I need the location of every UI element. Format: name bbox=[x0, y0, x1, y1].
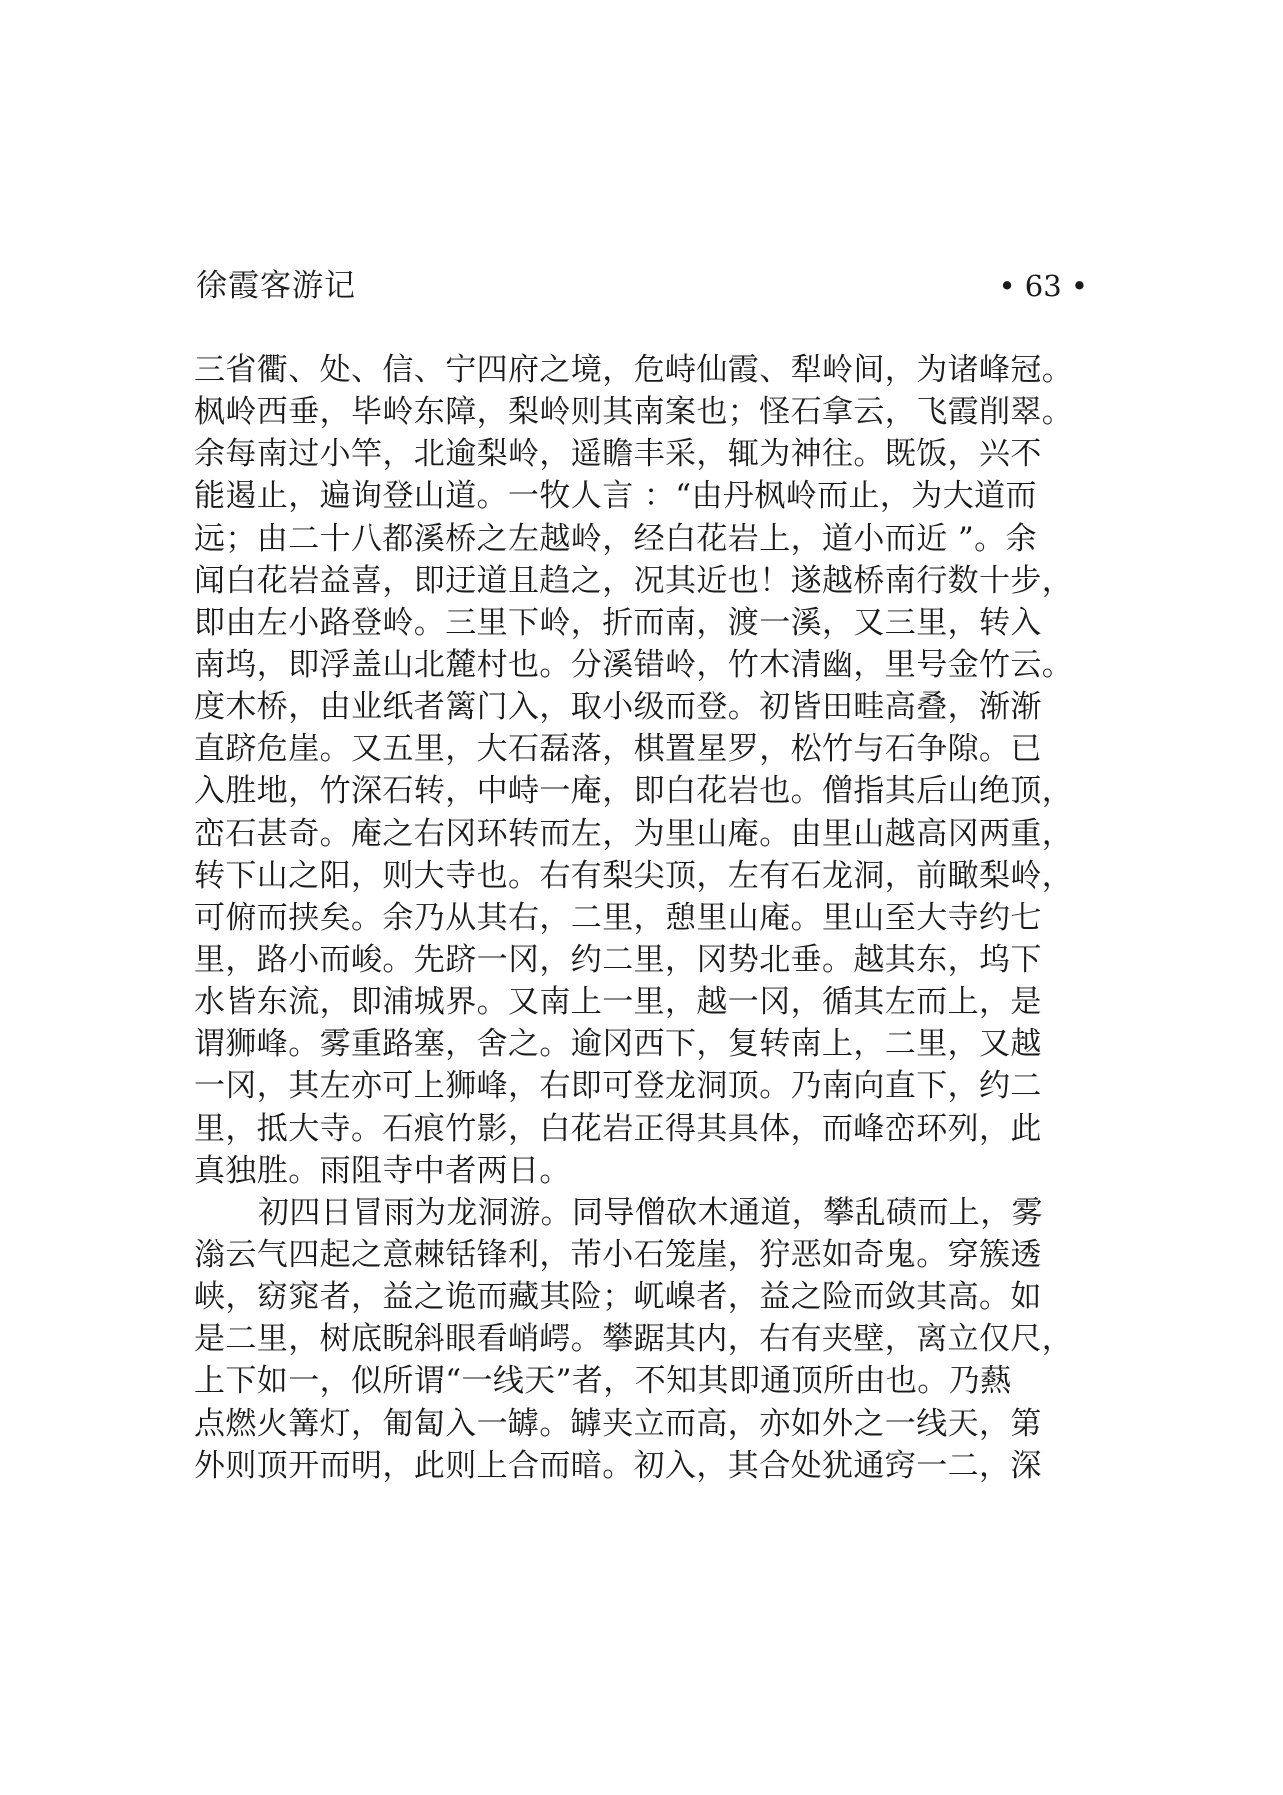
text-line: 余每南过小竿，北逾梨岭，遥瞻丰采，辄为神往。既饭，兴不 bbox=[194, 436, 1042, 473]
text-line: 谓狮峰。雾重路塞，舍之。逾冈西下，复转南上，二里，又越 bbox=[194, 1026, 1042, 1063]
page-header bbox=[196, 266, 1088, 306]
text-line: 峡，窈窕者，益之诡而藏其险；屼嵲者，益之险而敛其高。如 bbox=[194, 1279, 1042, 1316]
text-line: 远；由二十八都溪桥之左越岭，经白花岩上，道小而近 ”。余 bbox=[194, 520, 1037, 557]
text-line: 点燃火篝灯，匍匐入一罅。罅夹立而高，亦如外之一线天，第 bbox=[194, 1405, 1042, 1442]
text-line: 里，抵大寺。石痕竹影，白花岩正得其具体，而峰峦环列，此 bbox=[194, 1110, 1042, 1147]
text-line: 转下山之阳，则大寺也。右有梨尖顶，左有石龙洞，前瞰梨岭， bbox=[194, 857, 1074, 894]
text-line: 直跻危崖。又五里，大石磊落，棋置星罗，松竹与石争隙。已 bbox=[194, 731, 1042, 768]
text-line: 即由左小路登岭。三里下岭，折而南，渡一溪，又三里，转入 bbox=[194, 604, 1042, 641]
page-number: • 63 • bbox=[998, 269, 1088, 303]
text-line: 三省衢、处、信、宁四府之境，危峙仙霞、犁岭间，为诸峰冠。 bbox=[194, 352, 1074, 388]
text-line: 能遏止，遍询登山道。一牧人言 ：“由丹枫岭而止，为大道而 bbox=[194, 478, 1037, 515]
text-line: 闻白花岩益喜，即迂道且趋之，况其近也！遂越桥南行数十步， bbox=[194, 562, 1074, 599]
book-title: 徐霞客游记 bbox=[196, 268, 356, 304]
body-text bbox=[194, 349, 1114, 1487]
text-line: 度木桥，由业纸者篱门入，取小级而登。初皆田畦高叠，渐渐 bbox=[194, 689, 1042, 726]
text-line: 峦石甚奇。庵之右冈环转而左，为里山庵。由里山越高冈两重， bbox=[194, 815, 1074, 852]
text-line: 水皆东流，即浦城界。又南上一里，越一冈，循其左而上，是 bbox=[194, 984, 1042, 1021]
text-line: 真独胜。雨阻寺中者两日。 bbox=[194, 1152, 571, 1189]
text-line: 一冈，其左亦可上狮峰，右即可登龙洞顶。乃南向直下，约二 bbox=[194, 1068, 1042, 1105]
text-line: 是二里，树底睨斜眼看峭崿。攀踞其内，右有夹壁，离立仅尺， bbox=[194, 1321, 1074, 1358]
text-line: 外则顶开而明，此则上合而暗。初入，其合处犹通窍一二，深 bbox=[194, 1447, 1042, 1484]
text-line: 枫岭西垂，毕岭东障，梨岭则其南案也；怪石拿云，飞霞削翠。 bbox=[194, 394, 1074, 431]
text-line: 初四日冒雨为龙洞游。同导僧砍木通道，攀乱碛而上，雾 bbox=[258, 1194, 1043, 1231]
text-line: 里，路小而峻。先跻一冈，约二里，冈势北垂。越其东，坞下 bbox=[194, 941, 1042, 978]
text-line: 滃云气四起之意棘铦锋利，芾小石笼崖，狞恶如奇鬼。穿簇透 bbox=[194, 1236, 1042, 1273]
text-line: 上下如一，似所谓“一线天”者，不知其即通顶所由也。乃爇 bbox=[194, 1363, 1012, 1400]
text-line: 可俯而挟矣。余乃从其右，二里，憩里山庵。里山至大寺约七 bbox=[194, 899, 1042, 936]
text-line: 入胜地，竹深石转，中峙一庵，即白花岩也。僧指其后山绝顶， bbox=[194, 773, 1074, 810]
text-line: 南坞，即浮盖山北麓村也。分溪错岭，竹木清幽，里号金竹云。 bbox=[194, 646, 1074, 683]
